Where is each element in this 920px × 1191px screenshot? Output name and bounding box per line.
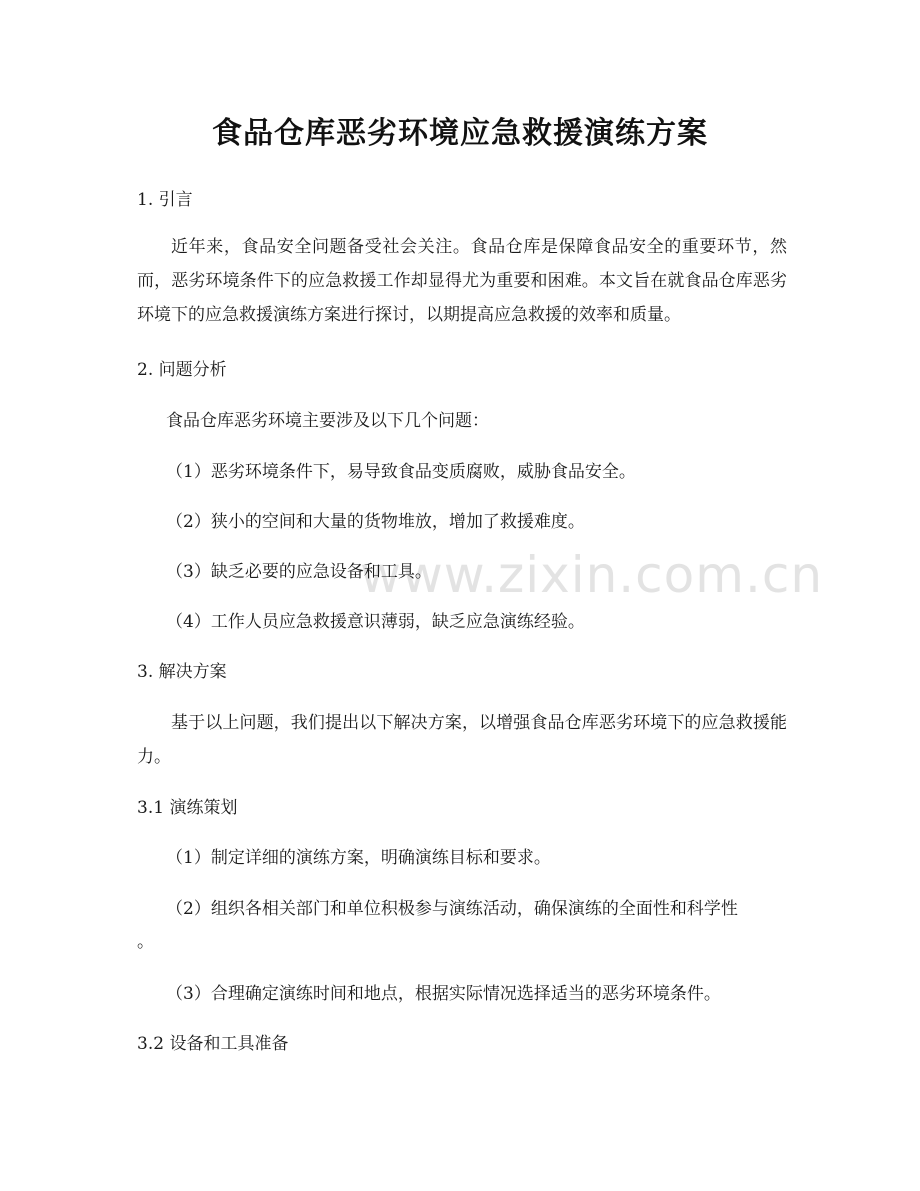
planning-item: （2）组织各相关部门和单位积极参与演练活动，确保演练的全面性和科学性	[166, 899, 738, 919]
planning-item: （1）制定详细的演练方案，明确演练目标和要求。	[166, 848, 551, 868]
document-title: 食品仓库恶劣环境应急救援演练方案	[212, 116, 708, 151]
problem-item: （2）狭小的空间和大量的货物堆放，增加了救援难度。	[166, 512, 585, 532]
intro-paragraph: 近年来，食品安全问题备受社会关注。食品仓库是保障食品安全的重要环节，然而，恶劣环境条件下的应急救援工作却显得尤为重要和困难。本文旨在就食品仓库恶劣环境下的应急救援演练方案进行探讨，以期提高应急救援的效率和质量。	[137, 237, 787, 325]
planning-item-continuation: 。	[137, 932, 154, 952]
problem-item: （4）工作人员应急救援意识薄弱，缺乏应急演练经验。	[166, 612, 585, 632]
section-heading-problem-analysis: 2. 问题分析	[137, 360, 227, 380]
problem-item: （3）缺乏必要的应急设备和工具。	[166, 562, 432, 582]
problem-item: （1）恶劣环境条件下，易导致食品变质腐败，威胁食品安全。	[166, 462, 636, 482]
solution-paragraph: 基于以上问题，我们提出以下解决方案，以增强食品仓库恶劣环境下的应急救援能力。	[137, 713, 787, 767]
subsection-heading-equipment: 3.2 设备和工具准备	[137, 1034, 289, 1054]
planning-item: （3）合理确定演练时间和地点，根据实际情况选择适当的恶劣环境条件。	[166, 984, 721, 1004]
subsection-heading-planning: 3.1 演练策划	[137, 798, 238, 818]
watermark: www.zixin.com.cn	[360, 546, 824, 604]
problem-intro: 食品仓库恶劣环境主要涉及以下几个问题：	[166, 411, 489, 431]
section-heading-intro: 1. 引言	[137, 190, 193, 210]
section-heading-solution: 3. 解决方案	[137, 662, 227, 682]
